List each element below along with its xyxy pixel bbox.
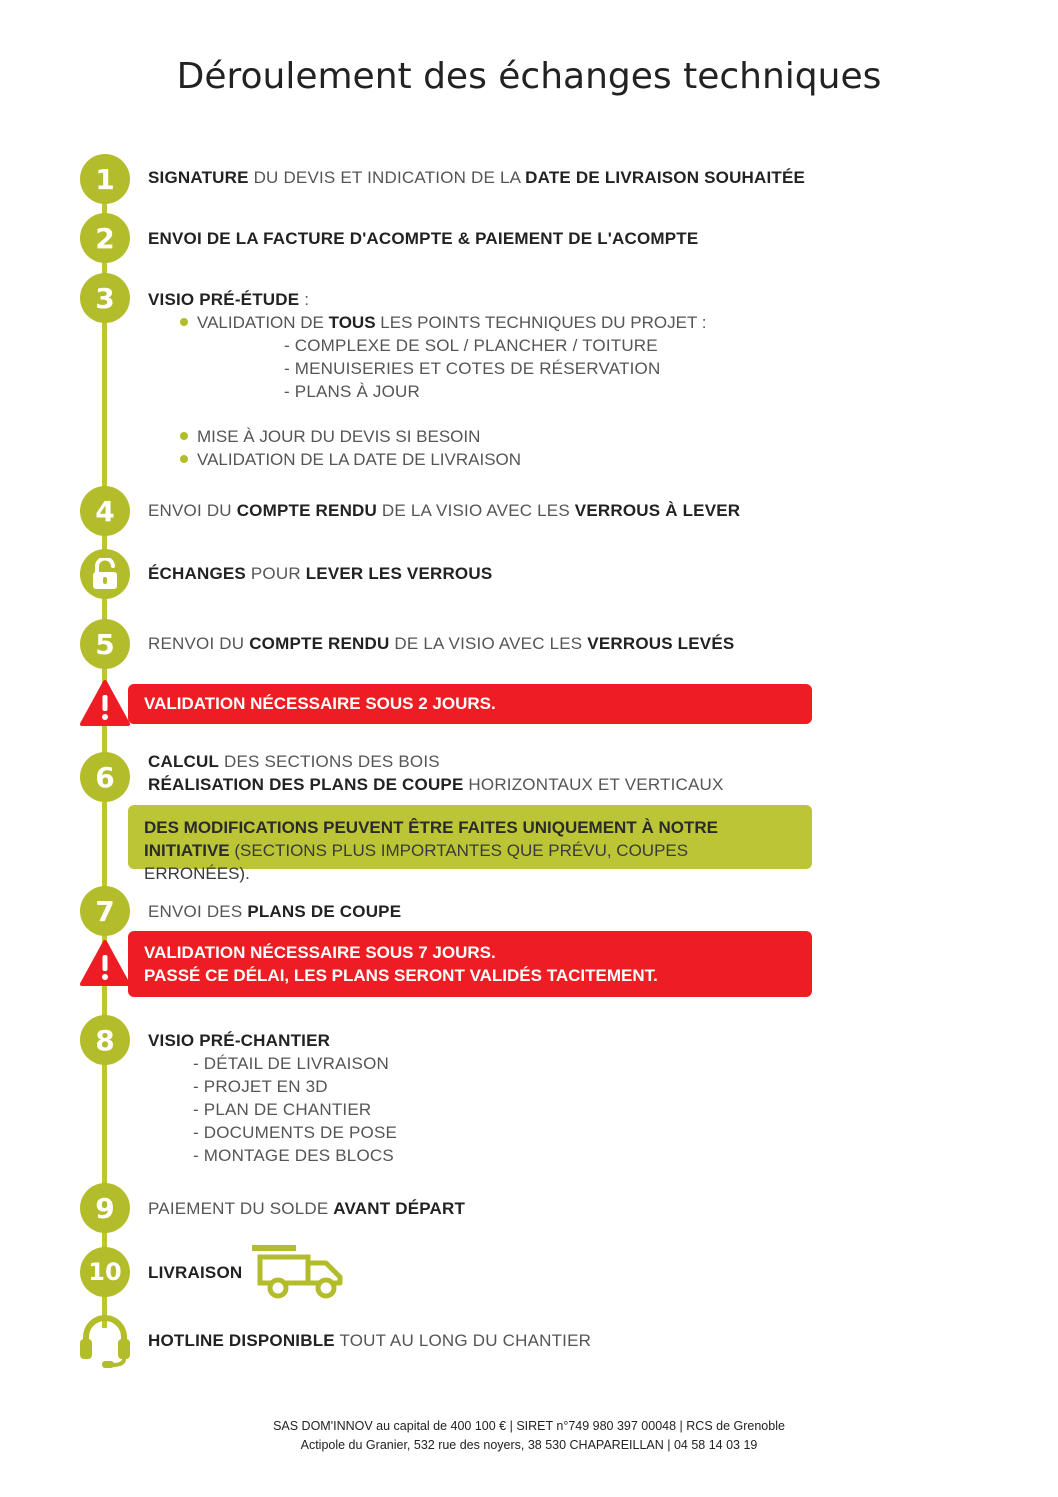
alert-banner-2 — [128, 931, 812, 997]
step-3-sub-3: - PLANS À JOUR — [284, 382, 420, 401]
footer-line-2: Actipole du Granier, 532 rue des noyers, 38 530 CHAPAREILLAN | 04 58 14 03 19 — [300, 1438, 758, 1452]
note-text: (SECTIONS PLUS IMPORTANTES QUE PRÉVU, COUPES ERRONÉES). — [144, 841, 689, 883]
step-5-bold-2: VERROUS LEVÉS — [587, 634, 735, 653]
step-9-text-1: PAIEMENT DU SOLDE — [148, 1199, 334, 1218]
step-5-bold-1: COMPTE RENDU — [249, 634, 390, 653]
lock-step-bold-2: LEVER LES VERROUS — [305, 564, 493, 583]
bullet-dot — [180, 432, 188, 440]
step-5-text-1: RENVOI DU — [148, 634, 250, 653]
note-banner — [128, 805, 812, 883]
step-marker-9: 9 — [80, 1183, 130, 1233]
delivery-truck-icon — [248, 1243, 346, 1301]
step-8-sub-2: - PROJET EN 3D — [193, 1077, 328, 1096]
step-4-bold-1: COMPTE RENDU — [236, 501, 377, 520]
lock-step-text — [148, 564, 492, 584]
step-8-bold-1: VISIO PRÉ-CHANTIER — [148, 1031, 331, 1050]
step-5-text-2: DE LA VISIO AVEC LES — [389, 634, 588, 653]
bullet-3-text: VALIDATION DE LA DATE DE LIVRAISON — [197, 450, 522, 469]
step-1-text — [148, 168, 805, 188]
alert-2-line-2: PASSÉ CE DÉLAI, LES PLANS SERONT VALIDÉS TACITEMENT. — [144, 966, 658, 985]
step-6-text-2: HORIZONTAUX ET VERTICAUX — [463, 775, 724, 794]
bullet-1-bold: TOUS — [328, 313, 376, 332]
step-6-text-1: DES SECTIONS DES BOIS — [219, 752, 440, 771]
step-marker-6: 6 — [80, 752, 130, 802]
step-marker-7: 7 — [80, 886, 130, 936]
bullet-dot — [180, 455, 188, 463]
warning-icon — [80, 680, 130, 726]
step-6-bold-1: CALCUL — [148, 752, 220, 771]
step-marker-1: 1 — [80, 154, 130, 204]
bullet-1-text-a: VALIDATION DE — [197, 313, 329, 332]
step-3-text — [148, 290, 309, 310]
warning-icon — [80, 940, 130, 986]
step-8-text — [148, 1031, 330, 1051]
bullet-1-text-c: LES POINTS TECHNIQUES DU PROJET : — [375, 313, 707, 332]
hotline-text — [148, 1331, 591, 1351]
note-bold: INITIATIVE — [144, 841, 230, 860]
step-3-sub-2: - MENUISERIES ET COTES DE RÉSERVATION — [284, 359, 661, 378]
step-marker-10: 10 — [80, 1247, 130, 1297]
step-4-text-2: DE LA VISIO AVEC LES — [377, 501, 575, 520]
headset-icon — [78, 1313, 132, 1369]
step-marker-4: 4 — [80, 486, 130, 536]
bullet-2-text: MISE À JOUR DU DEVIS SI BESOIN — [197, 427, 481, 446]
step-6-bold-2: RÉALISATION DES PLANS DE COUPE — [148, 775, 464, 794]
step-marker-5: 5 — [80, 619, 130, 669]
alert-banner-1: VALIDATION NÉCESSAIRE SOUS 2 JOURS. — [128, 684, 812, 724]
step-marker-8: 8 — [80, 1015, 130, 1065]
bullet-dot — [180, 318, 188, 326]
page-title: Déroulement des échanges techniques — [176, 56, 882, 97]
unlock-icon — [80, 549, 130, 599]
step-8-sub-5: - MONTAGE DES BLOCS — [193, 1146, 394, 1165]
lock-step-bold-1: ÉCHANGES — [148, 564, 246, 583]
step-marker-3: 3 — [80, 273, 130, 323]
step-5-text — [148, 634, 734, 654]
step-6-line-1 — [148, 752, 440, 772]
step-2-text — [148, 229, 698, 249]
step-9-text — [148, 1199, 465, 1219]
step-3-bullet-3 — [180, 450, 521, 470]
footer-line-1: SAS DOM'INNOV au capital de 400 100 € | SIRET n°749 980 397 00048 | RCS de Grenoble — [273, 1419, 785, 1433]
step-8-sub-1: - DÉTAIL DE LIVRAISON — [193, 1054, 389, 1073]
step-3-text-1: : — [299, 290, 310, 309]
step-1-text-1: DU DEVIS ET INDICATION DE LA — [248, 168, 526, 187]
alert-2-line-1: VALIDATION NÉCESSAIRE SOUS 7 JOURS. — [144, 943, 496, 962]
step-9-bold-1: AVANT DÉPART — [333, 1199, 466, 1218]
step-10-text — [148, 1263, 242, 1283]
unlock-icon-svg — [91, 558, 119, 590]
step-1-bold-2: DATE DE LIVRAISON SOUHAITÉE — [525, 168, 806, 187]
hotline-bold-1: HOTLINE DISPONIBLE — [148, 1331, 335, 1350]
step-4-text-1: ENVOI DU — [148, 501, 237, 520]
step-1-bold-1: SIGNATURE — [148, 168, 249, 187]
hotline-text-1: TOUT AU LONG DU CHANTIER — [334, 1331, 592, 1350]
note-line-1: DES MODIFICATIONS PEUVENT ÊTRE FAITES UNIQUEMENT À NOTRE — [144, 818, 718, 837]
step-7-text-1: ENVOI DES — [148, 902, 248, 921]
lock-step-text-1: POUR — [245, 564, 306, 583]
step-10-bold-1: LIVRAISON — [148, 1263, 243, 1282]
step-marker-2: 2 — [80, 213, 130, 263]
note-line-2 — [144, 839, 796, 885]
step-8-sub-3: - PLAN DE CHANTIER — [193, 1100, 372, 1119]
step-3-bullet-2 — [180, 427, 480, 447]
step-8-sub-4: - DOCUMENTS DE POSE — [193, 1123, 398, 1142]
step-6-line-2 — [148, 775, 724, 795]
step-7-text — [148, 902, 401, 922]
step-2-bold-1: ENVOI DE LA FACTURE D'ACOMPTE & PAIEMENT DE L'ACOMPTE — [148, 229, 699, 248]
step-7-bold-1: PLANS DE COUPE — [247, 902, 402, 921]
step-4-text — [148, 501, 740, 521]
step-3-sub-1: - COMPLEXE DE SOL / PLANCHER / TOITURE — [284, 336, 658, 355]
step-4-bold-2: VERROUS À LEVER — [574, 501, 741, 520]
step-3-bold-1: VISIO PRÉ-ÉTUDE — [148, 290, 300, 309]
step-3-bullet-1 — [180, 313, 706, 333]
